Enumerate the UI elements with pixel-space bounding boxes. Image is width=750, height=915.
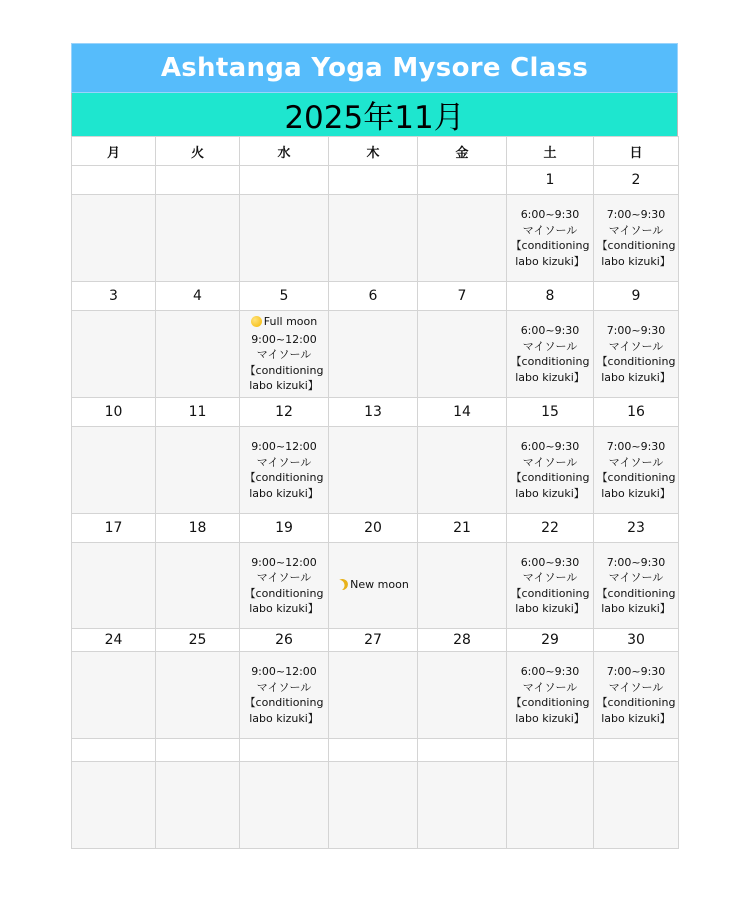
week-2-dates — [72, 282, 679, 311]
event-venue-1: 【conditioning — [244, 363, 324, 377]
event-time: 9:00~12:00 — [251, 332, 317, 346]
event-time: 7:00~9:30 — [606, 208, 666, 221]
event-cell — [72, 543, 156, 629]
date-cell — [418, 739, 507, 762]
event-title: マイソール — [256, 348, 312, 362]
event-cell — [418, 543, 507, 629]
event-cell-sun[interactable] — [594, 195, 679, 282]
event-venue-1: 【conditioning — [244, 471, 324, 484]
event-venue-1: 【conditioning — [244, 696, 324, 709]
event-venue-2: labo kizuki】 — [601, 602, 671, 615]
event-venue-1: 【conditioning — [510, 696, 590, 709]
event-cell — [329, 311, 418, 398]
event-cell — [72, 427, 156, 514]
week-3-dates — [72, 398, 679, 427]
weekday-mon: 月 — [72, 137, 156, 166]
event-cell-sat[interactable] — [507, 195, 594, 282]
event-title: マイソール — [522, 223, 578, 237]
event-cell — [418, 427, 507, 514]
week-6-events — [72, 762, 679, 849]
weekday-thu: 木 — [329, 137, 418, 166]
weekday-fri: 金 — [418, 137, 507, 166]
week-4-dates — [72, 514, 679, 543]
event-venue-1: 【conditioning — [596, 471, 676, 484]
calendar-title: Ashtanga Yoga Mysore Class — [160, 53, 589, 83]
event-title: マイソール — [608, 223, 664, 237]
event-cell — [329, 762, 418, 849]
weekday-tue: 火 — [156, 137, 240, 166]
event-venue-2: labo kizuki】 — [515, 711, 585, 725]
event-cell — [329, 427, 418, 514]
event-venue-2: labo kizuki】 — [249, 379, 319, 393]
date-cell: 29 — [507, 629, 594, 652]
event-venue-2: labo kizuki】 — [601, 370, 671, 384]
event-venue-2: labo kizuki】 — [515, 254, 585, 268]
event-cell-sat[interactable] — [507, 427, 594, 514]
date-cell: 25 — [156, 629, 240, 652]
date-cell — [156, 166, 240, 195]
event-cell — [240, 195, 329, 282]
date-cell — [72, 739, 156, 762]
event-cell — [418, 762, 507, 849]
date-cell — [418, 166, 507, 195]
week-6-dates — [72, 739, 679, 762]
event-cell — [418, 652, 507, 739]
event-cell-sun[interactable] — [594, 427, 679, 514]
event-venue-2: labo kizuki】 — [249, 486, 319, 500]
date-cell: 22 — [507, 514, 594, 543]
weekday-header-row — [72, 137, 679, 166]
date-cell: 15 — [507, 398, 594, 427]
event-title: マイソール — [608, 455, 664, 469]
event-venue-2: labo kizuki】 — [249, 711, 319, 725]
date-cell: 12 — [240, 398, 329, 427]
event-time: 7:00~9:30 — [606, 324, 666, 337]
event-cell — [156, 427, 240, 514]
event-cell — [72, 762, 156, 849]
date-cell: 20 — [329, 514, 418, 543]
event-venue-1: 【conditioning — [510, 471, 590, 484]
event-venue-2: labo kizuki】 — [515, 602, 585, 615]
event-venue-1: 【conditioning — [596, 696, 676, 709]
event-venue-1: 【conditioning — [510, 239, 590, 252]
week-5-dates — [72, 629, 679, 652]
event-title: マイソール — [522, 455, 578, 469]
crescent-moon-icon — [336, 577, 350, 591]
week-5-events — [72, 652, 679, 739]
event-cell — [156, 652, 240, 739]
event-venue-2: labo kizuki】 — [515, 486, 585, 500]
event-cell — [418, 195, 507, 282]
event-time: 6:00~9:30 — [520, 440, 580, 453]
event-cell-sun[interactable] — [594, 311, 679, 398]
event-title: マイソール — [522, 571, 578, 584]
event-time: 7:00~9:30 — [606, 555, 666, 569]
date-cell: 9 — [594, 282, 679, 311]
weekday-wed: 水 — [240, 137, 329, 166]
event-cell — [72, 195, 156, 282]
event-time: 9:00~12:00 — [251, 665, 317, 678]
event-cell — [156, 543, 240, 629]
weekday-sat: 土 — [507, 137, 594, 166]
event-time: 7:00~9:30 — [606, 665, 666, 678]
event-cell — [156, 195, 240, 282]
date-cell: 13 — [329, 398, 418, 427]
event-venue-1: 【conditioning — [510, 355, 590, 368]
event-time: 6:00~9:30 — [520, 324, 580, 337]
event-time: 9:00~12:00 — [251, 440, 317, 453]
week-1-dates — [72, 166, 679, 195]
event-cell-sun[interactable] — [594, 652, 679, 739]
week-2-events — [72, 311, 679, 398]
month-bar — [71, 93, 678, 136]
new-moon-label — [337, 577, 409, 593]
date-cell: 7 — [418, 282, 507, 311]
full-moon-icon — [251, 316, 262, 327]
event-cell-wed[interactable] — [240, 427, 329, 514]
event-cell-wed[interactable] — [240, 652, 329, 739]
date-cell — [507, 739, 594, 762]
event-cell — [329, 195, 418, 282]
event-venue-2: labo kizuki】 — [515, 370, 585, 384]
date-cell: 5 — [240, 282, 329, 311]
event-cell — [329, 652, 418, 739]
date-cell: 23 — [594, 514, 679, 543]
date-cell — [594, 739, 679, 762]
event-cell — [594, 762, 679, 849]
event-cell-sun[interactable] — [594, 543, 679, 629]
date-cell: 3 — [72, 282, 156, 311]
event-cell-wed[interactable] — [240, 311, 329, 398]
month-label: 2025年11月 — [284, 100, 465, 136]
event-time: 6:00~9:30 — [520, 208, 580, 221]
event-title: マイソール — [256, 680, 312, 694]
date-cell: 24 — [72, 629, 156, 652]
event-title: マイソール — [608, 680, 664, 694]
date-cell: 18 — [156, 514, 240, 543]
event-cell — [72, 311, 156, 398]
calendar-grid — [71, 136, 679, 849]
full-moon-text: Full moon — [263, 315, 318, 329]
date-cell: 19 — [240, 514, 329, 543]
event-cell — [418, 311, 507, 398]
event-cell — [72, 652, 156, 739]
event-venue-1: 【conditioning — [244, 586, 324, 600]
event-venue-2: labo kizuki】 — [249, 602, 319, 615]
date-cell: 30 — [594, 629, 679, 652]
new-moon-text: New moon — [350, 577, 409, 591]
date-cell: 8 — [507, 282, 594, 311]
event-cell — [156, 762, 240, 849]
event-cell-thu[interactable] — [329, 543, 418, 629]
event-cell-sat[interactable] — [507, 652, 594, 739]
date-cell — [240, 739, 329, 762]
event-venue-2: labo kizuki】 — [601, 486, 671, 500]
event-venue-1: 【conditioning — [596, 586, 676, 600]
date-cell: 28 — [418, 629, 507, 652]
date-cell — [72, 166, 156, 195]
event-time: 6:00~9:30 — [520, 555, 580, 569]
calendar — [71, 43, 678, 849]
event-time: 7:00~9:30 — [606, 440, 666, 453]
date-cell: 14 — [418, 398, 507, 427]
date-cell: 26 — [240, 629, 329, 652]
event-title: マイソール — [256, 571, 312, 584]
date-cell: 2 — [594, 166, 679, 195]
date-cell — [240, 166, 329, 195]
event-cell — [240, 762, 329, 849]
full-moon-label — [240, 314, 328, 332]
event-cell — [507, 762, 594, 849]
event-cell-sat[interactable] — [507, 311, 594, 398]
weekday-sun: 日 — [594, 137, 679, 166]
event-title: マイソール — [608, 571, 664, 584]
date-cell: 16 — [594, 398, 679, 427]
date-cell: 21 — [418, 514, 507, 543]
event-venue-1: 【conditioning — [596, 355, 676, 368]
date-cell — [156, 739, 240, 762]
event-venue-1: 【conditioning — [596, 239, 676, 252]
event-time: 6:00~9:30 — [520, 665, 580, 678]
event-cell-sat[interactable] — [507, 543, 594, 629]
event-venue-1: 【conditioning — [510, 586, 590, 600]
week-1-events — [72, 195, 679, 282]
event-title: マイソール — [608, 339, 664, 353]
event-venue-2: labo kizuki】 — [601, 711, 671, 725]
event-time: 9:00~12:00 — [251, 555, 317, 569]
date-cell — [329, 166, 418, 195]
date-cell: 1 — [507, 166, 594, 195]
event-cell-wed[interactable] — [240, 543, 329, 629]
date-cell: 27 — [329, 629, 418, 652]
date-cell: 11 — [156, 398, 240, 427]
date-cell: 4 — [156, 282, 240, 311]
event-title: マイソール — [256, 455, 312, 469]
week-4-events — [72, 543, 679, 629]
date-cell: 17 — [72, 514, 156, 543]
event-title: マイソール — [522, 680, 578, 694]
date-cell: 10 — [72, 398, 156, 427]
event-venue-2: labo kizuki】 — [601, 254, 671, 268]
week-3-events — [72, 427, 679, 514]
date-cell: 6 — [329, 282, 418, 311]
event-title: マイソール — [522, 339, 578, 353]
calendar-title-bar — [71, 43, 678, 93]
date-cell — [329, 739, 418, 762]
event-cell — [156, 311, 240, 398]
